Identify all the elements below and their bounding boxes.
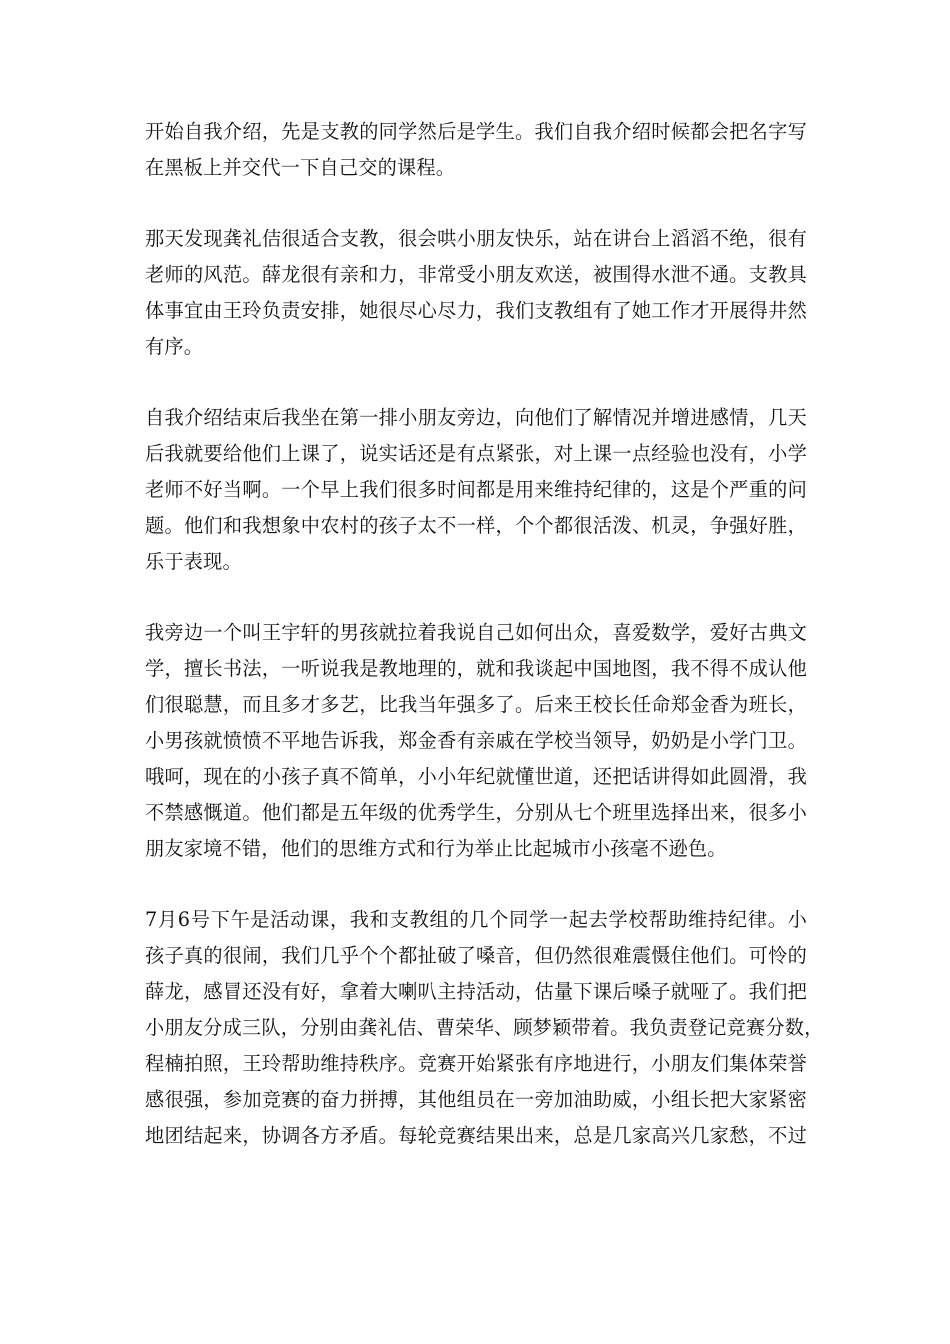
text-line: 开始自我介绍，先是支教的同学然后是学生。我们自我介绍时候都会把名字写 bbox=[145, 120, 807, 143]
text-line: 自我介绍结束后我坐在第一排小朋友旁边，向他们了解情况并增进感情，几天 bbox=[145, 406, 807, 429]
paragraph-1 bbox=[145, 114, 807, 186]
text-line: 程楠拍照，王玲帮助维持秩序。竞赛开始紧张有序地进行，小朋友们集体荣誉 bbox=[145, 1052, 807, 1075]
text-line: 们很聪慧，而且多才多艺，比我当年强多了。后来王校长任命郑金香为班长， bbox=[145, 693, 807, 716]
paragraph-3 bbox=[145, 400, 807, 580]
text-line: 乐于表现。 bbox=[145, 550, 242, 573]
text-line: 哦呵，现在的小孩子真不简单，小小年纪就懂世道，还把话讲得如此圆滑，我 bbox=[145, 765, 807, 788]
text-line: 后我就要给他们上课了，说实话还是有点紧张，对上课一点经验也没有，小学 bbox=[145, 442, 807, 465]
text-line: 地团结起来，协调各方矛盾。每轮竞赛结果出来，总是几家高兴几家愁，不过 bbox=[145, 1124, 807, 1147]
text-line: 体事宜由王玲负责安排，她很尽心尽力，我们支教组有了她工作才开展得井然 bbox=[145, 299, 807, 322]
text-line: 学，擅长书法，一听说我是教地理的，就和我谈起中国地图，我不得不成认他 bbox=[145, 657, 807, 680]
paragraph-4 bbox=[145, 615, 807, 867]
text-line: 那天发现龚礼佶很适合支教，很会哄小朋友快乐，站在讲台上滔滔不绝，很有 bbox=[145, 227, 807, 250]
paragraph-2 bbox=[145, 221, 807, 365]
text-line: 老师的风范。薛龙很有亲和力，非常受小朋友欢送，被围得水泄不通。支教具 bbox=[145, 263, 807, 286]
text-line: 小朋友分成三队，分别由龚礼佶、曹荣华、顾梦颖带着。我负责登记竞赛分数， bbox=[145, 1016, 824, 1039]
document-body bbox=[145, 114, 824, 1189]
text-line: 有序。 bbox=[145, 335, 204, 358]
text-line: 感很强，参加竞赛的奋力拼搏，其他组员在一旁加油助威，小组长把大家紧密 bbox=[145, 1088, 807, 1111]
paragraph-5 bbox=[145, 902, 824, 1154]
text-line: 我旁边一个叫王宇轩的男孩就拉着我说自己如何出众，喜爱数学，爱好古典文 bbox=[145, 621, 807, 644]
text-line: 不禁感慨道。他们都是五年级的优秀学生，分别从七个班里选择出来，很多小 bbox=[145, 801, 807, 824]
text-line: 孩子真的很闹，我们几乎个个都扯破了嗓音，但仍然很难震慑住他们。可怜的 bbox=[145, 944, 807, 967]
text-line: 小男孩就愤愤不平地告诉我，郑金香有亲戚在学校当领导，奶奶是小学门卫。 bbox=[145, 729, 807, 752]
text-line: 薛龙，感冒还没有好，拿着大喇叭主持活动，估量下课后嗓子就哑了。我们把 bbox=[145, 980, 807, 1003]
text-line: 在黑板上并交代一下自己交的课程。 bbox=[145, 156, 456, 179]
text-line: 朋友家境不错，他们的思维方式和行为举止比起城市小孩毫不逊色。 bbox=[145, 837, 727, 860]
text-line: 老师不好当啊。一个早上我们很多时间都是用来维持纪律的，这是个严重的问 bbox=[145, 478, 807, 501]
text-line: 7月6号下午是活动课，我和支教组的几个同学一起去学校帮助维持纪律。小 bbox=[145, 908, 807, 931]
text-line: 题。他们和我想象中农村的孩子太不一样，个个都很活泼、机灵，争强好胜， bbox=[145, 514, 807, 537]
